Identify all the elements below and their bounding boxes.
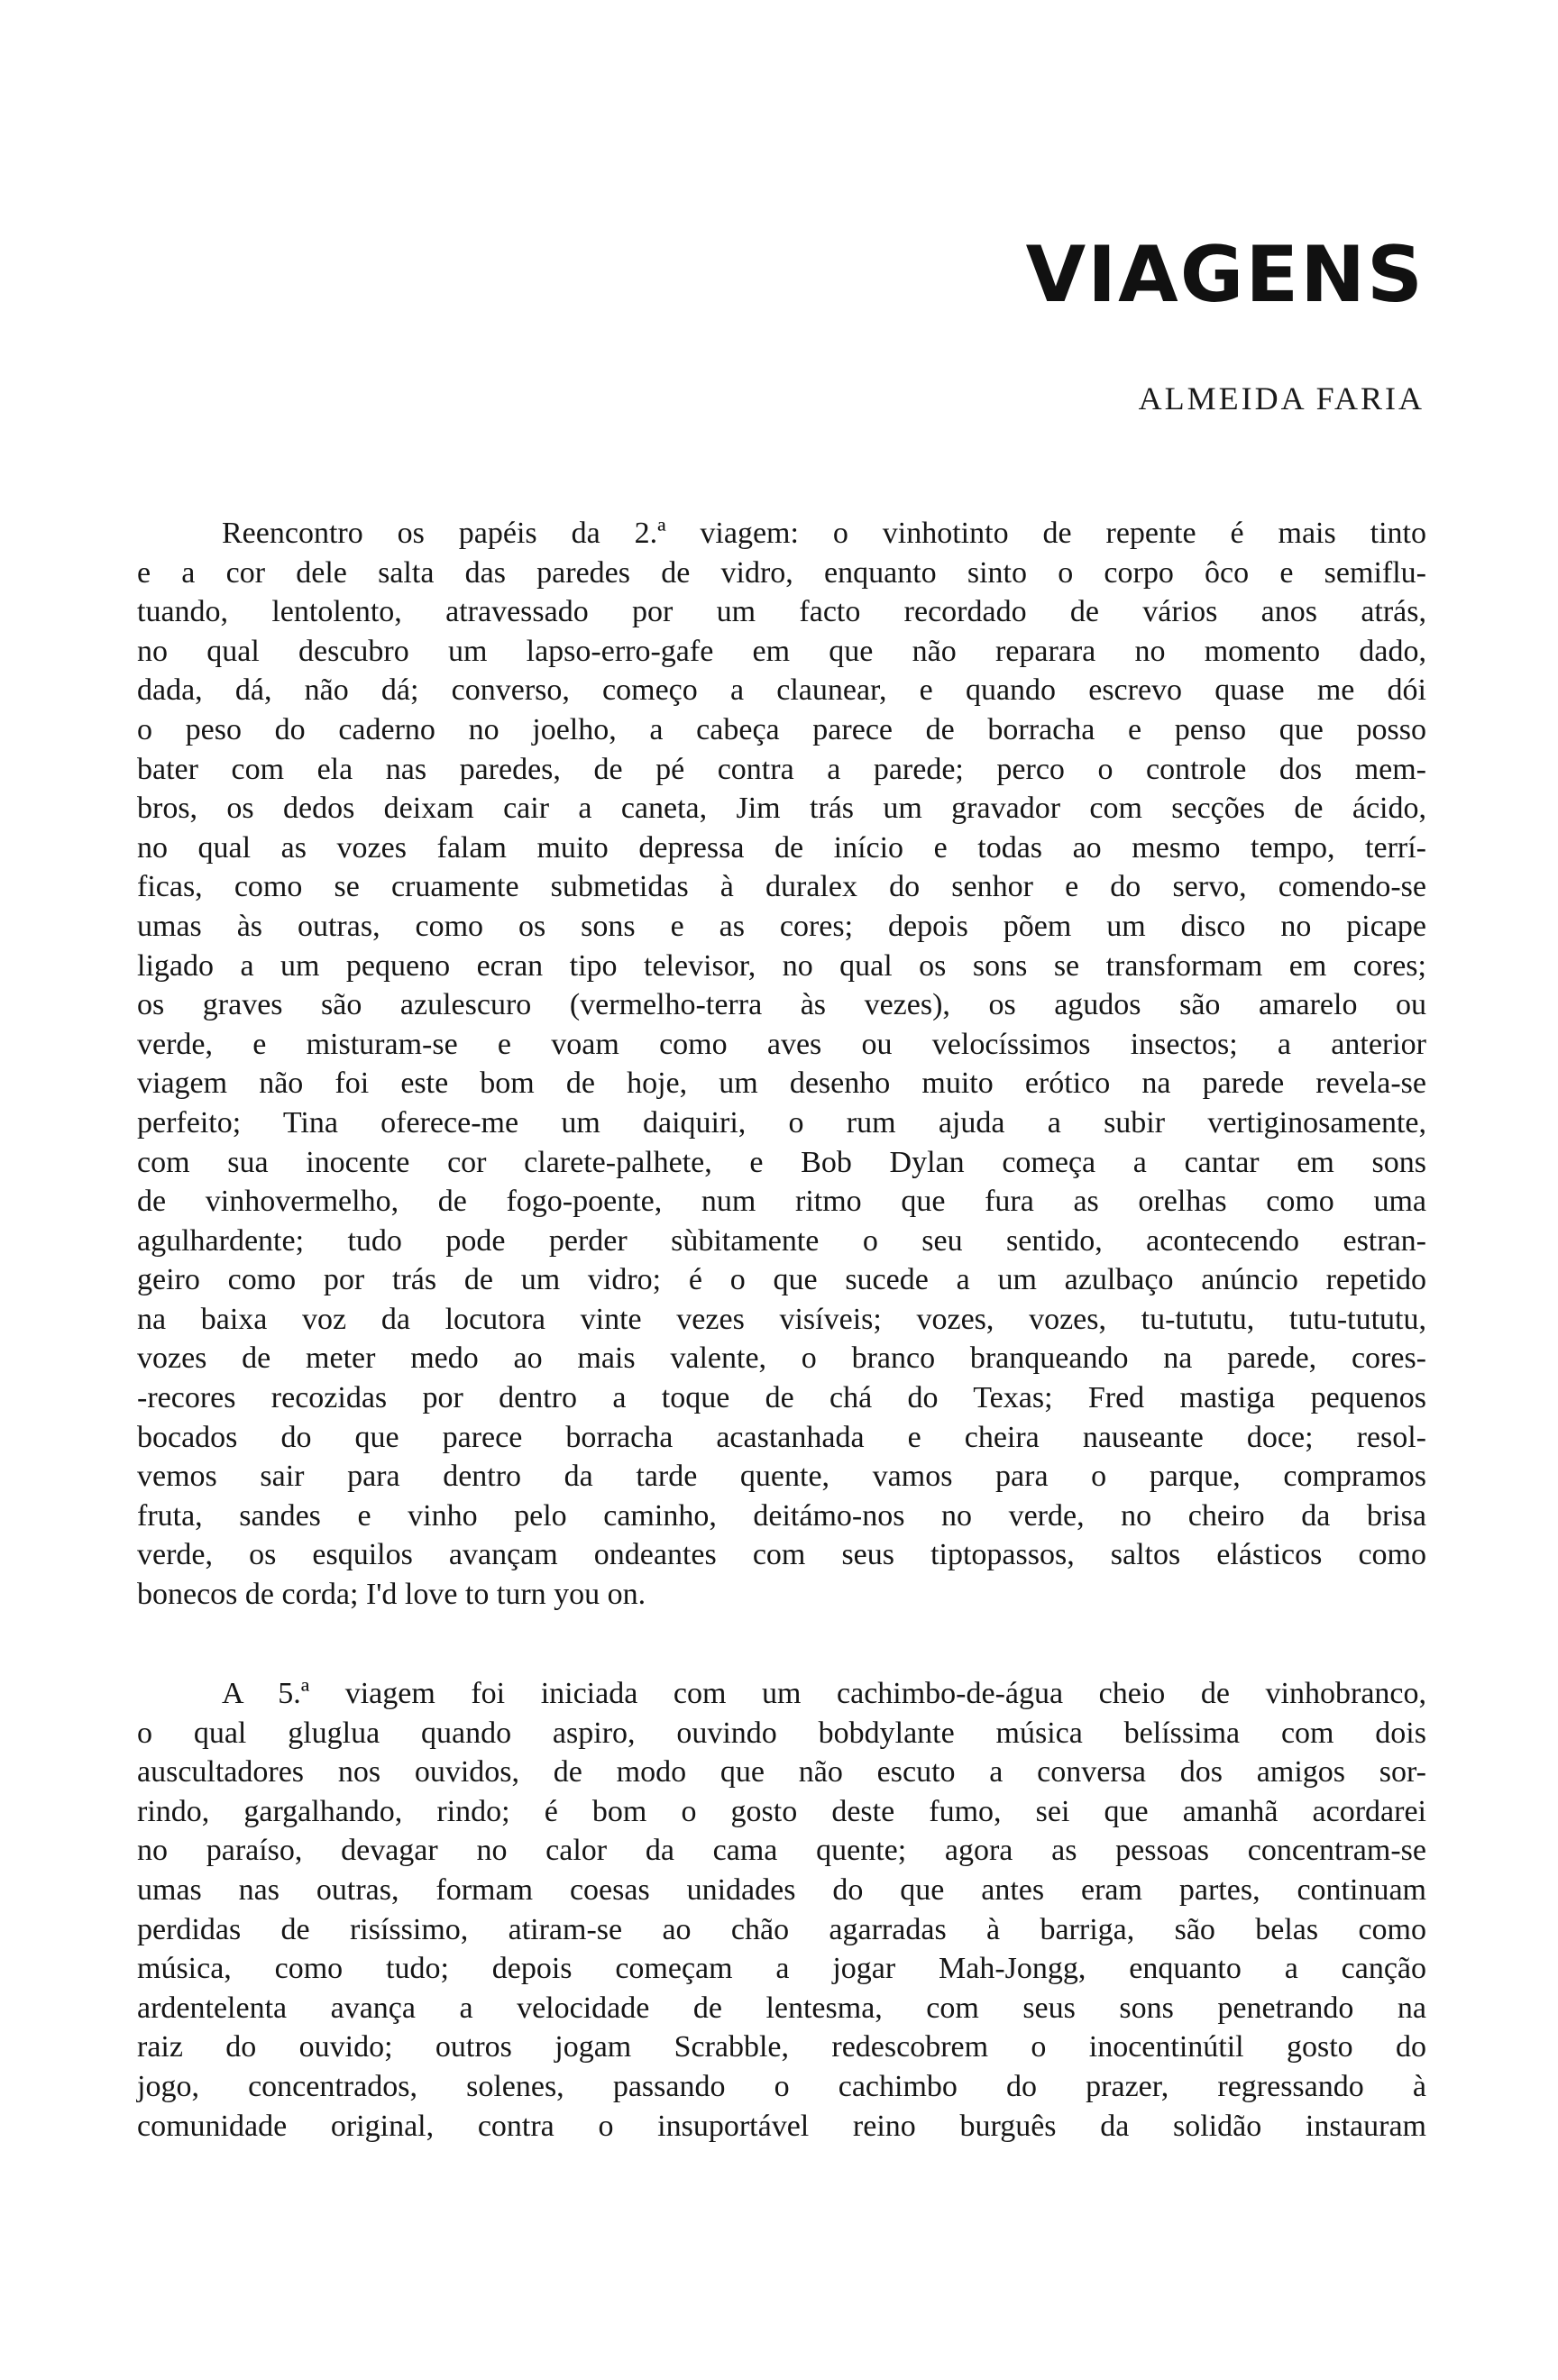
text-line: na baixa voz da locutora vinte vezes visíveis; vozes, vozes, tu-tututu, tutu-tututu, bbox=[137, 1302, 1426, 1336]
page-title: VIAGENS bbox=[1025, 230, 1425, 320]
text-line: no qual as vozes falam muito depressa de início e todas ao mesmo tempo, terrí- bbox=[137, 830, 1426, 865]
text-line: bros, os dedos deixam cair a caneta, Jim trás um gravador com secções de ácido, bbox=[137, 792, 1426, 826]
text-line: com sua inocente cor clarete-palhete, e Bob Dylan começa a cantar em sons bbox=[137, 1145, 1426, 1179]
text-line: fruta, sandes e vinho pelo caminho, deitámo-nos no verde, no cheiro da brisa bbox=[137, 1498, 1426, 1533]
text-line: música, como tudo; depois começam a jogar Mah-Jongg, enquanto a canção bbox=[137, 1952, 1426, 1986]
text-line: perdidas de risíssimo, atiram-se ao chão agarradas à barriga, são belas como bbox=[137, 1912, 1426, 1946]
text-line: ficas, como se cruamente submetidas à duralex do senhor e do servo, comendo-se bbox=[137, 870, 1426, 904]
text-line: dada, dá, não dá; converso, começo a claunear, e quando escrevo quase me dói bbox=[137, 673, 1426, 708]
text-line: rindo, gargalhando, rindo; é bom o gosto deste fumo, sei que amanhã acordarei bbox=[137, 1794, 1426, 1828]
text-line: geiro como por trás de um vidro; é o que sucede a um azulbaço anúncio repetido bbox=[137, 1263, 1426, 1297]
text-line: auscultadores nos ouvidos, de modo que não escuto a conversa dos amigos sor- bbox=[137, 1755, 1426, 1790]
text-line: ligado a um pequeno ecran tipo televisor, no qual os sons se transformam em cores; bbox=[137, 948, 1426, 983]
text-line: raiz do ouvido; outros jogam Scrabble, redescobrem o inocentinútil gosto do bbox=[137, 2030, 1426, 2064]
text-line: jogo, concentrados, solenes, passando o cachimbo do prazer, regressando à bbox=[137, 2069, 1426, 2103]
text-line: verde, os esquilos avançam ondeantes com seus tiptopassos, saltos elásticos como bbox=[137, 1538, 1426, 1572]
text-line: o peso do caderno no joelho, a cabeça parece de borracha e penso que posso bbox=[137, 712, 1426, 746]
text-line: perfeito; Tina oferece-me um daiquiri, o rum ajuda a subir vertiginosamente, bbox=[137, 1105, 1426, 1140]
text-line: vozes de meter medo ao mais valente, o branco branqueando na parede, cores- bbox=[137, 1341, 1426, 1376]
text-line: os graves são azulescuro (vermelho-terra às vezes), os agudos são amarelo ou bbox=[137, 988, 1426, 1022]
text-line: no paraíso, devagar no calor da cama quente; agora as pessoas concentram-se bbox=[137, 1834, 1426, 1868]
text-line: umas às outras, como os sons e as cores; depois põem um disco no picape bbox=[137, 909, 1426, 943]
text-line: Reencontro os papéis da 2.ª viagem: o vinhotinto de repente é mais tinto bbox=[222, 517, 1426, 550]
text-line: ardentelenta avança a velocidade de lentesma, com seus sons penetrando na bbox=[137, 1991, 1426, 2025]
text-line: viagem não foi este bom de hoje, um desenho muito erótico na parede revela-se bbox=[137, 1066, 1426, 1101]
text-line: agulhardente; tudo pode perder sùbitamente o seu sentido, acontecendo estran- bbox=[137, 1223, 1426, 1258]
text-line: vemos sair para dentro da tarde quente, vamos para o parque, compramos bbox=[137, 1460, 1426, 1494]
text-line: umas nas outras, formam coesas unidades do que antes eram partes, continuam bbox=[137, 1872, 1426, 1907]
text-line: verde, e misturam-se e voam como aves ou velocíssimos insectos; a anterior bbox=[137, 1027, 1426, 1061]
text-line: tuando, lentolento, atravessado por um facto recordado de vários anos atrás, bbox=[137, 595, 1426, 629]
text-line: bonecos de corda; I'd love to turn you on. bbox=[137, 1578, 646, 1612]
text-line: A 5.ª viagem foi iniciada com um cachimbo-de-água cheio de vinhobranco, bbox=[222, 1677, 1426, 1710]
text-line: de vinhovermelho, de fogo-poente, num ritmo que fura as orelhas como uma bbox=[137, 1185, 1426, 1219]
paragraph-2 bbox=[137, 1674, 1426, 2146]
text-line: no qual descubro um lapso-erro-gafe em que não reparara no momento dado, bbox=[137, 634, 1426, 668]
text-line: comunidade original, contra o insuportável reino burguês da solidão instauram bbox=[137, 2109, 1426, 2143]
author-name: ALMEIDA FARIA bbox=[1138, 380, 1425, 416]
paragraph-1 bbox=[137, 514, 1426, 1615]
text-line: bater com ela nas paredes, de pé contra a parede; perco o controle dos mem- bbox=[137, 752, 1426, 786]
text-line: o qual gluglua quando aspiro, ouvindo bobdylante música belíssima com dois bbox=[137, 1716, 1426, 1750]
text-line: -recores recozidas por dentro a toque de chá do Texas; Fred mastiga pequenos bbox=[137, 1381, 1426, 1415]
text-line: bocados do que parece borracha acastanhada e cheira nauseante doce; resol- bbox=[137, 1420, 1426, 1454]
text-line: e a cor dele salta das paredes de vidro, enquanto sinto o corpo ôco e semiflu- bbox=[137, 555, 1426, 590]
